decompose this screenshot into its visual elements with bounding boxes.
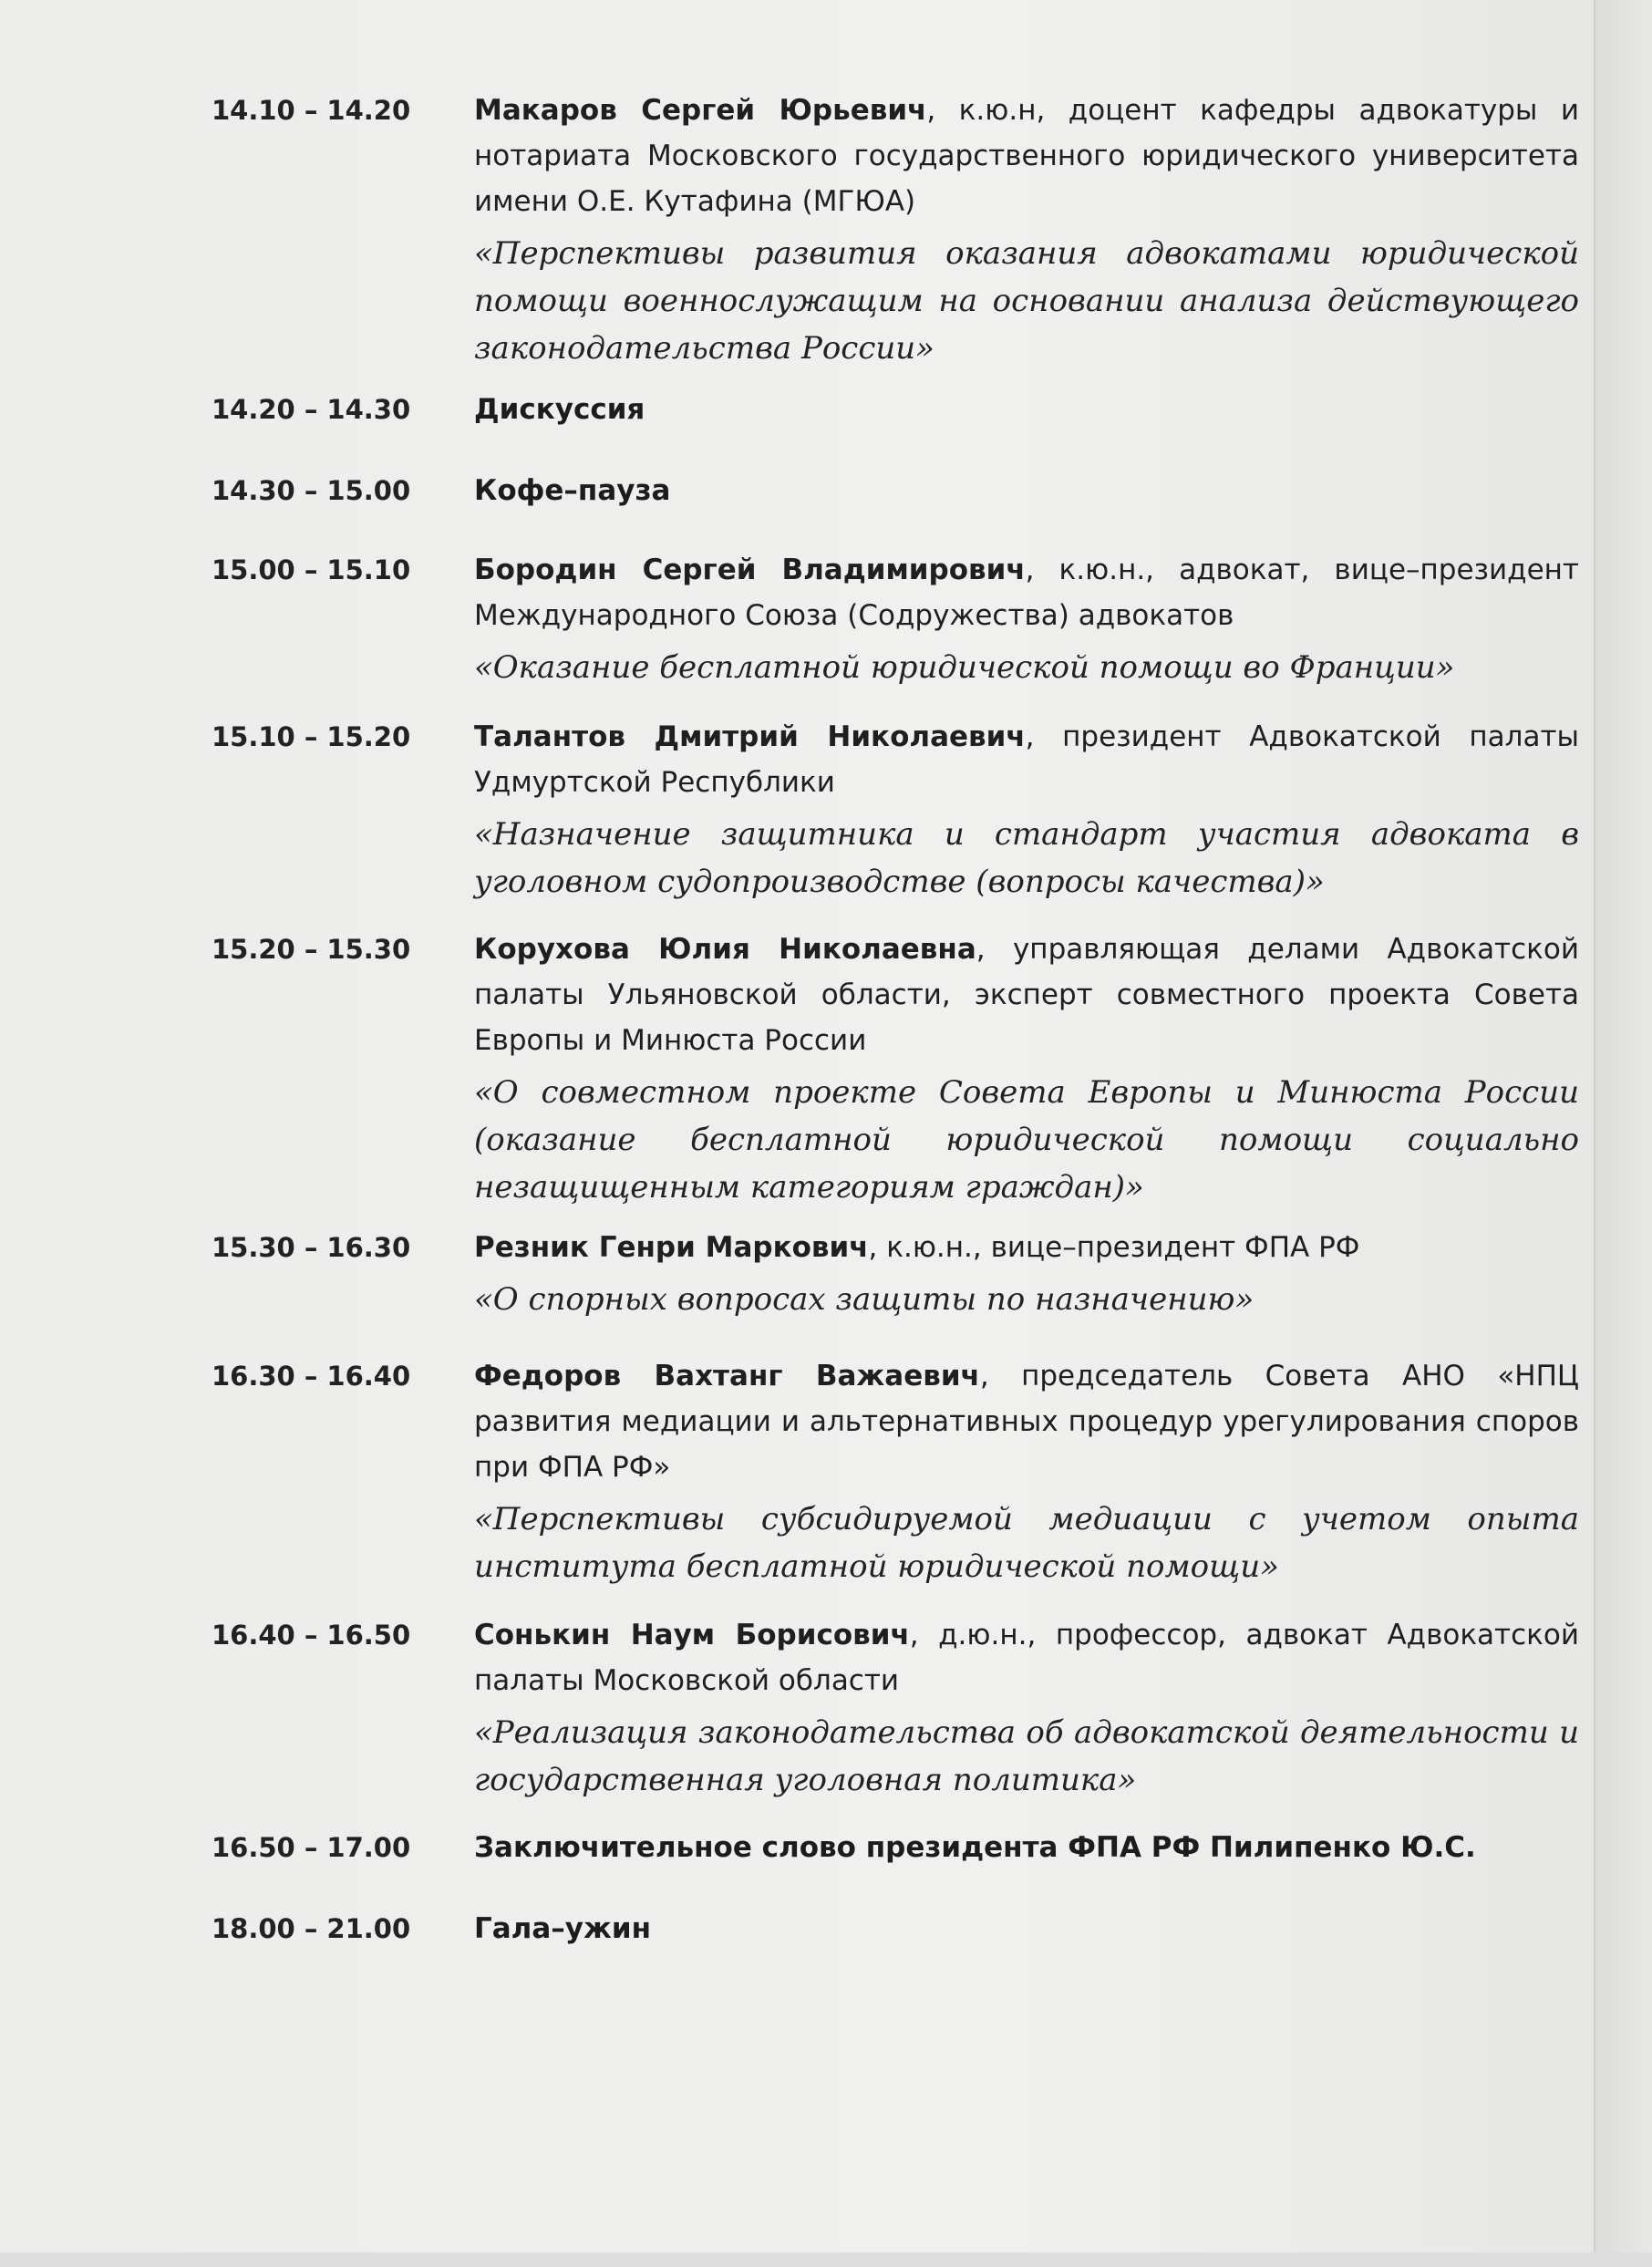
time-slot: 15.00 – 15.10 [212,554,411,585]
speaker-name: Бородин Сергей Владимирович [474,554,1026,586]
page-fold [1594,0,1595,2267]
talk-title: «Оказание бесплатной юридической помощи во Франции» [474,649,1455,686]
speaker-details: , д.ю.н., профессор, адвокат Адвокатской палаты Московской области [474,1619,1579,1697]
item-content [474,88,1579,372]
talk-title: «Перспективы развития оказания адвокатами юридической помощи военнослужащим на основании анализа действующего законодательства России» [474,235,1579,367]
talk-title: «О совместном проекте Совета Европы и Минюста России (оказание бесплатной юридической помощи социально незащищенным категориям граждан)» [474,1074,1579,1206]
speaker-details: , к.ю.н., адвокат, вице–президент Международного Союза (Содружества) адвокатов [474,554,1579,632]
time-slot: 18.00 – 21.00 [212,1913,411,1944]
speaker-details: , председатель Совета АНО «НПЦ развития медиации и альтернативных процедур урегулирования споров при ФПА РФ» [474,1360,1579,1484]
speaker-info [474,1612,1579,1703]
speaker-name: Корухова Юлия Николаевна [474,933,976,966]
time-slot: 16.30 – 16.40 [212,1361,411,1392]
speaker-details: , к.ю.н., вице–президент ФПА РФ [868,1231,1360,1264]
speaker-name: Резник Генри Маркович [474,1231,869,1264]
talk-title: «Перспективы субсидируемой медиации с учетом опыта института бесплатной юридической помощи» [474,1501,1579,1585]
talk-title: «О спорных вопросах защиты по назначению» [474,1281,1254,1318]
item-content [474,547,1579,691]
item-content [474,1612,1579,1804]
item-content [474,1825,1579,1870]
time-slot: 15.10 – 15.20 [212,721,411,752]
speaker-name: Талантов Дмитрий Николаевич [474,720,1026,753]
speaker-name: Федоров Вахтанг Важаевич [474,1360,980,1392]
item-content [474,468,1579,513]
item-content [474,926,1579,1211]
page-edge-shadow [1595,0,1652,2267]
item-content [474,1353,1579,1590]
page-bottom-edge [0,2252,1652,2267]
item-content [474,387,1579,432]
speaker-name: Сонькин Наум Борисович [474,1619,910,1651]
speaker-info [474,1353,1579,1490]
speaker-details: , управляющая делами Адвокатской палаты Ульяновской области, эксперт совместного проекта Совета Европы и Минюста России [474,933,1579,1057]
item-content [474,1906,1579,1951]
session-heading: Дискуссия [474,393,645,426]
speaker-details: , к.ю.н, доцент кафедры адвокатуры и нотариата Московского государственного юридического университета имени О.Е. Кутафина (МГЮА) [474,94,1579,218]
time-slot: 15.30 – 16.30 [212,1232,411,1263]
item-content [474,1225,1579,1323]
gala-dinner-heading: Гала–ужин [474,1912,651,1945]
session-heading: Кофе–пауза [474,474,671,507]
time-slot: 14.30 – 15.00 [212,475,411,506]
talk-title: «Назначение защитника и стандарт участия адвоката в уголовном судопроизводстве (вопросы качества)» [474,816,1579,900]
item-content [474,714,1579,906]
time-slot: 15.20 – 15.30 [212,934,411,965]
time-slot: 16.40 – 16.50 [212,1620,411,1651]
speaker-name: Макаров Сергей Юрьевич [474,94,927,127]
speaker-info [474,926,1579,1063]
time-slot: 16.50 – 17.00 [212,1832,411,1863]
talk-title: «Реализация законодательства об адвокатской деятельности и государственная уголовная политика» [474,1714,1579,1798]
time-slot: 14.20 – 14.30 [212,394,411,425]
speaker-info [474,714,1579,805]
closing-remarks-heading: Заключительное слово президента ФПА РФ Пилипенко Ю.С. [474,1831,1476,1864]
speaker-details: , президент Адвокатской палаты Удмуртской Республики [474,720,1579,799]
speaker-info [474,1225,1579,1270]
speaker-info [474,88,1579,224]
time-slot: 14.10 – 14.20 [212,95,411,126]
speaker-info [474,547,1579,638]
